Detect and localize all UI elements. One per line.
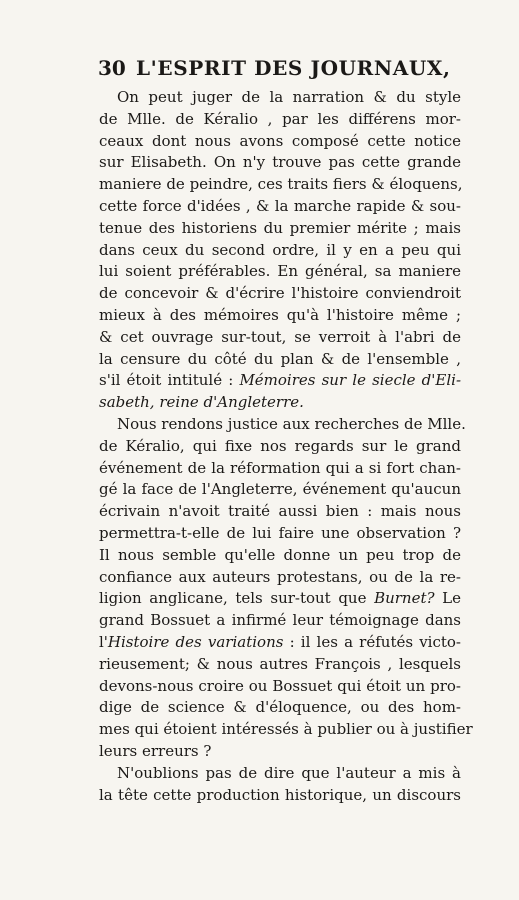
- page-number: 30: [98, 56, 126, 80]
- text-line: tenue des historiens du premier mérite ; mais: [99, 218, 461, 237]
- text-line: dige de science & d'éloquence, ou des hom-: [99, 698, 461, 717]
- body-text: [99, 87, 473, 806]
- text-line-mixed: [99, 632, 461, 654]
- text-line: dans ceux du second ordre, il y en a peu qui: [99, 240, 461, 259]
- text-line: mieux à des mémoires qu'à l'histoire même ;: [99, 305, 461, 324]
- text-line: Nous rendons justice aux recherches de Mlle.: [117, 414, 466, 433]
- text-line: lui soient préférables. En général, sa maniere: [99, 262, 461, 281]
- text-line: N'oublions pas de dire que l'auteur a mis à: [117, 763, 461, 782]
- text-line: Il nous semble qu'elle donne un peu trop de: [99, 545, 461, 564]
- text-segment: ligion anglicane, tels sur-tout que: [99, 589, 375, 608]
- text-segment: s'il étoit intitulé :: [99, 371, 240, 390]
- text-line: événement de la réformation qui a si fort chan-: [99, 458, 461, 477]
- text-line: sur Elisabeth. On n'y trouve pas cette grande: [99, 153, 461, 172]
- text-line: la censure du côté du plan & de l'ensemble ,: [99, 349, 461, 368]
- italic-segment: sabeth,: [99, 393, 160, 412]
- text-line-mixed: [99, 588, 461, 610]
- text-segment: : il les a réfutés victo-: [283, 632, 462, 651]
- text-line: de concevoir & d'écrire l'histoire conviendroit: [99, 284, 461, 303]
- italic-name: Burnet?: [374, 589, 435, 608]
- running-head: L'ESPRIT DES JOURNAUX,: [136, 56, 451, 80]
- text-line: devons-nous croire ou Bossuet qui étoit un pro-: [99, 676, 461, 695]
- text-line-mixed: [99, 392, 461, 414]
- text-line: de Kéralio, qui fixe nos regards sur le grand: [99, 436, 461, 455]
- text-line: mes qui étoient intéressés à publier ou à justifier: [99, 720, 473, 739]
- text-line: maniere de peindre, ces traits fiers & éloquens,: [99, 175, 463, 194]
- text-line-mixed: [99, 370, 461, 392]
- text-line: la tête cette production historique, un discours: [99, 785, 461, 804]
- text-segment: l': [99, 632, 108, 651]
- text-line: & cet ouvrage sur-tout, se verroit à l'abri de: [99, 327, 461, 346]
- text-line: permettra-t-elle de lui faire une observation ?: [99, 523, 461, 542]
- text-line: gé la face de l'Angleterre, événement qu'aucun: [99, 480, 461, 499]
- text-line: écrivain n'avoit traité aussi bien : mais nous: [99, 502, 461, 521]
- text-line: cette force d'idées , & la marche rapide & sou-: [99, 196, 461, 215]
- text-line: On peut juger de la narration & du style: [117, 88, 461, 106]
- text-line: ceaux dont nous avons composé cette notice: [99, 131, 461, 150]
- text-line: confiance aux auteurs protestans, ou de la re-: [99, 567, 461, 586]
- italic-segment: reine d'Angleterre.: [159, 393, 304, 412]
- text-line: rieusement; & nous autres François , lesquels: [99, 654, 461, 673]
- text-line: grand Bossuet a infirmé leur témoignage dans: [99, 611, 461, 630]
- text-segment: Le: [434, 589, 461, 608]
- text-line: de Mlle. de Kéralio , par les différens mor-: [99, 109, 461, 128]
- text-line: leurs erreurs ?: [99, 741, 212, 760]
- italic-title: Mémoires sur le siecle d'Eli-: [239, 371, 462, 390]
- italic-title: Histoire des variations: [107, 632, 284, 651]
- page-header: [98, 56, 458, 86]
